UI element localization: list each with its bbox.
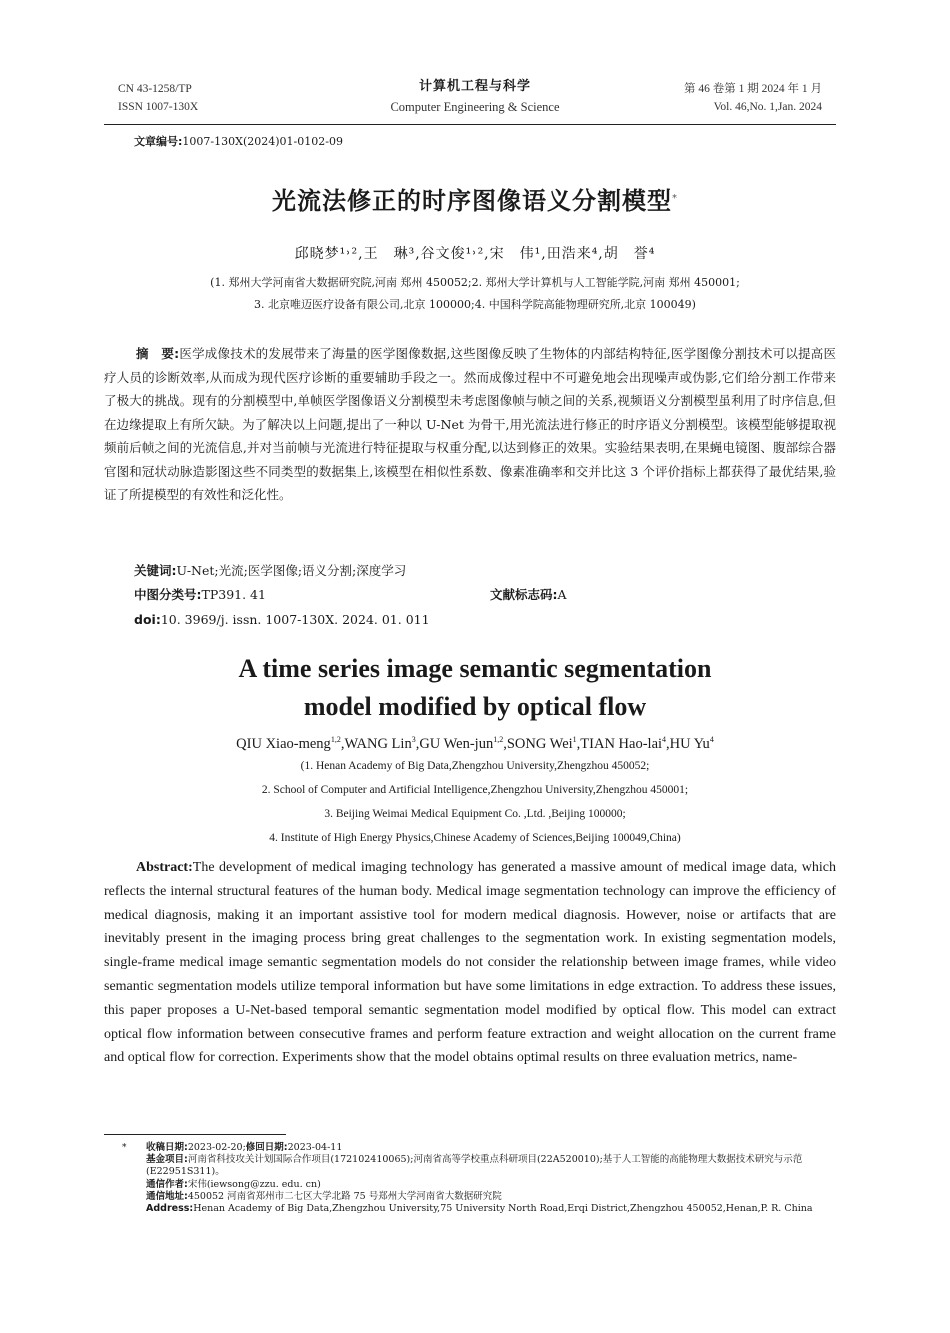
article-number-value: 1007-130X(2024)01-0102-09 [182,135,343,148]
affiliation-en-line: 3. Beijing Weimai Medical Equipment Co. ,Ltd. ,Beijing 100000; [324,808,626,820]
abstract-en [104,856,836,1070]
received-date: 2023-02-20; [187,1142,246,1153]
address-en-text: Henan Academy of Big Data,Zhengzhou University,75 University North Road,Erqi District,Zhengzhou 450052,Henan,P. R. China [193,1203,813,1215]
affiliation-en-line: (1. Henan Academy of Big Data,Zhengzhou University,Zhengzhou 450052; [300,760,650,772]
abstract-cn [104,342,836,507]
affiliations-en [0,754,950,850]
journal-title-cn: 计算机工程与科学 [418,79,531,94]
document-code-value: A [557,587,567,602]
issn: ISSN 1007-130X [118,101,199,113]
title-en-line: A time series image semantic segmentation [238,654,712,683]
keywords-cn-label: 关键词: [134,563,177,578]
journal-title-en: Computer Engineering & Science [390,100,560,114]
keywords-cn-value: U-Net;光流;医学图像;语义分割;深度学习 [176,563,407,578]
footnote [122,1142,836,1215]
journal-volume [684,80,822,116]
authors-cn: 邱晓梦¹˒²,王 琳³,谷文俊¹˒²,宋 伟¹,田浩来⁴,胡 誉⁴ [294,246,656,262]
footnote-address [146,1191,836,1203]
volume-en: Vol. 46,No. 1,Jan. 2024 [713,101,822,113]
document-code [490,584,567,606]
footnote-address-en [146,1203,836,1215]
author-sep: , [666,735,670,752]
cn-code: CN 43-1258/TP [118,83,192,95]
doi [134,609,430,631]
footnote-author [146,1179,836,1191]
author-en [670,736,714,752]
doi-label: doi: [134,612,161,627]
author-name: TIAN Hao-lai [580,735,663,752]
footnote-rule [104,1134,286,1135]
revised-label: 修回日期: [245,1142,288,1153]
address-label: 通信地址: [146,1190,188,1202]
author-en [344,736,419,752]
article-number-label: 文章编号: [134,135,183,148]
affiliation-en-line: 4. Institute of High Energy Physics,Chinese Academy of Sciences,Beijing 100049,China) [269,832,681,844]
author-sep: , [503,735,507,752]
author-name: SONG Wei [506,735,573,752]
affiliation-cn-line: (1. 郑州大学河南省大数据研究院,河南 郑州 450052;2. 郑州大学计算机与人工智能学院,河南 郑州 450001; [210,276,740,289]
affiliation-en-line: 2. School of Computer and Artificial Intelligence,Zhengzhou University,Zhengzhou 450001; [261,784,689,796]
author-name: QIU Xiao-meng [236,735,331,752]
author-sep: , [576,735,581,752]
fund-label: 基金项目: [146,1154,188,1166]
affiliation-cn-line: 3. 北京唯迈医疗设备有限公司,北京 100000;4. 中国科学院高能物理研究所,北京 100049) [254,298,696,311]
author-name: HU Yu [669,735,710,752]
corresponding-author: 宋伟(iewsong@zzu. edu. cn) [187,1178,321,1190]
page-title-en [0,650,950,726]
author-en [419,736,507,752]
abstract-en-label: Abstract: [136,860,193,875]
author-sup: 4 [662,735,667,744]
header-rule [104,124,836,125]
article-number [134,134,343,150]
abstract-cn-text: 医学成像技术的发展带来了海量的医学图像数据,这些图像反映了生物体的内部结构特征,医学图像分割技术可以提高医疗人员的诊断效率,从而成为现代医疗诊断的重要辅助手段之一。然而成像过程中不可避免地会出现噪声或伪影,它们给分割工作带来了极大的挑战。现有的分割模型中,单帧医学图像语义分割模型未考虑图像帧与帧之间的关系,视频语义分割模型虽利用了时序信息,但在边缘提取上有所欠缺。为了解决以上问题,提出了一种以 U-Net 为骨干,用光流法进行修正的时序语义分割模型。该模型能够提取视频前后帧之间的光流信息,并对当前帧与光流进行特征提取与权重分配,以达到修正的效果。实验结果表明,在果蝇电镜图、腹部综合器官图和冠状动脉造影图这些不同类型的数据集上,该模型在相似性系数、像素准确率和交并比这 3 个评价指标上都获得了最优结果,验证了所提模型的有效性和泛化性。 [104,346,837,502]
volume-cn: 第 46 卷第 1 期 2024 年 1 月 [684,83,822,95]
classification-label: 中图分类号: [134,587,202,602]
author-name: GU Wen-jun [419,735,494,752]
page-title-cn [0,183,950,219]
classification-number [134,584,266,606]
author-name: WANG Lin [344,735,412,752]
address-en-label: Address: [146,1203,194,1215]
abstract-cn-label: 摘 要: [136,346,180,361]
abstract-en-text: The development of medical imaging technology has generated a massive amount of medical image data, which reflects the internal structural features of the human body. Medical image segmentation technology can improve the efficiency of medical diagnosis, making it an important assistive tool for modern medical diagnosis. However, noise or artifacts that are inevitably present in the imaging process bring great challenges to the segmentation work. In existing segmentation models, single-frame medical image semantic segmentation models do not consider the relationship between image frames, while video semantic segmentation models utilize temporal information but have some limitations in edge extraction. To address these issues, this paper proposes a U-Net-based temporal semantic segmentation model modified by optical flow. This model can extract optical flow information between consecutive frames and perform feature extraction and weight allocation on the current frame and optical flow for correction. Experiments show that the model obtains optimal results on three evaluation metrics, name- [104,860,836,1066]
author-en [236,736,344,752]
author-sup: 4 [709,735,714,744]
author-en [580,736,669,752]
address-text: 450052 河南省郑州市二七区大学北路 75 号郑州大学河南省大数据研究院 [187,1190,502,1202]
authors-en [0,729,950,755]
author-sup: 1 [572,735,577,744]
title-cn-text: 光流法修正的时序图像语义分割模型 [272,187,672,215]
keywords-cn [134,560,406,582]
author-sup: 1,2 [330,735,341,744]
corresponding-author-label: 通信作者: [146,1178,188,1190]
title-en-line: model modified by optical flow [303,692,647,721]
author-sup: 3 [411,735,416,744]
doi-value: 10. 3969/j. issn. 1007-130X. 2024. 01. 011 [160,612,430,627]
revised-date: 2023-04-11 [287,1142,343,1153]
author-sep: , [340,735,345,752]
footnote-mark: * [122,1143,127,1153]
footnote-fund [146,1154,836,1178]
title-footnote-mark: * [672,193,678,204]
document-code-label: 文献标志码: [490,587,558,602]
classification-value: TP391. 41 [201,587,266,602]
fund-text: 河南省科技攻关计划国际合作项目(172102410065);河南省高等学校重点科研项目(22A520010);基于人工智能的高能物理大数据技术研究与示范(E22951S311)。 [146,1154,803,1178]
author-sup: 1,2 [493,735,504,744]
affiliations-cn [0,272,950,316]
author-en [507,736,580,752]
author-sep: , [415,735,420,752]
received-label: 收稿日期: [146,1142,188,1153]
footnote-dates [146,1142,836,1154]
